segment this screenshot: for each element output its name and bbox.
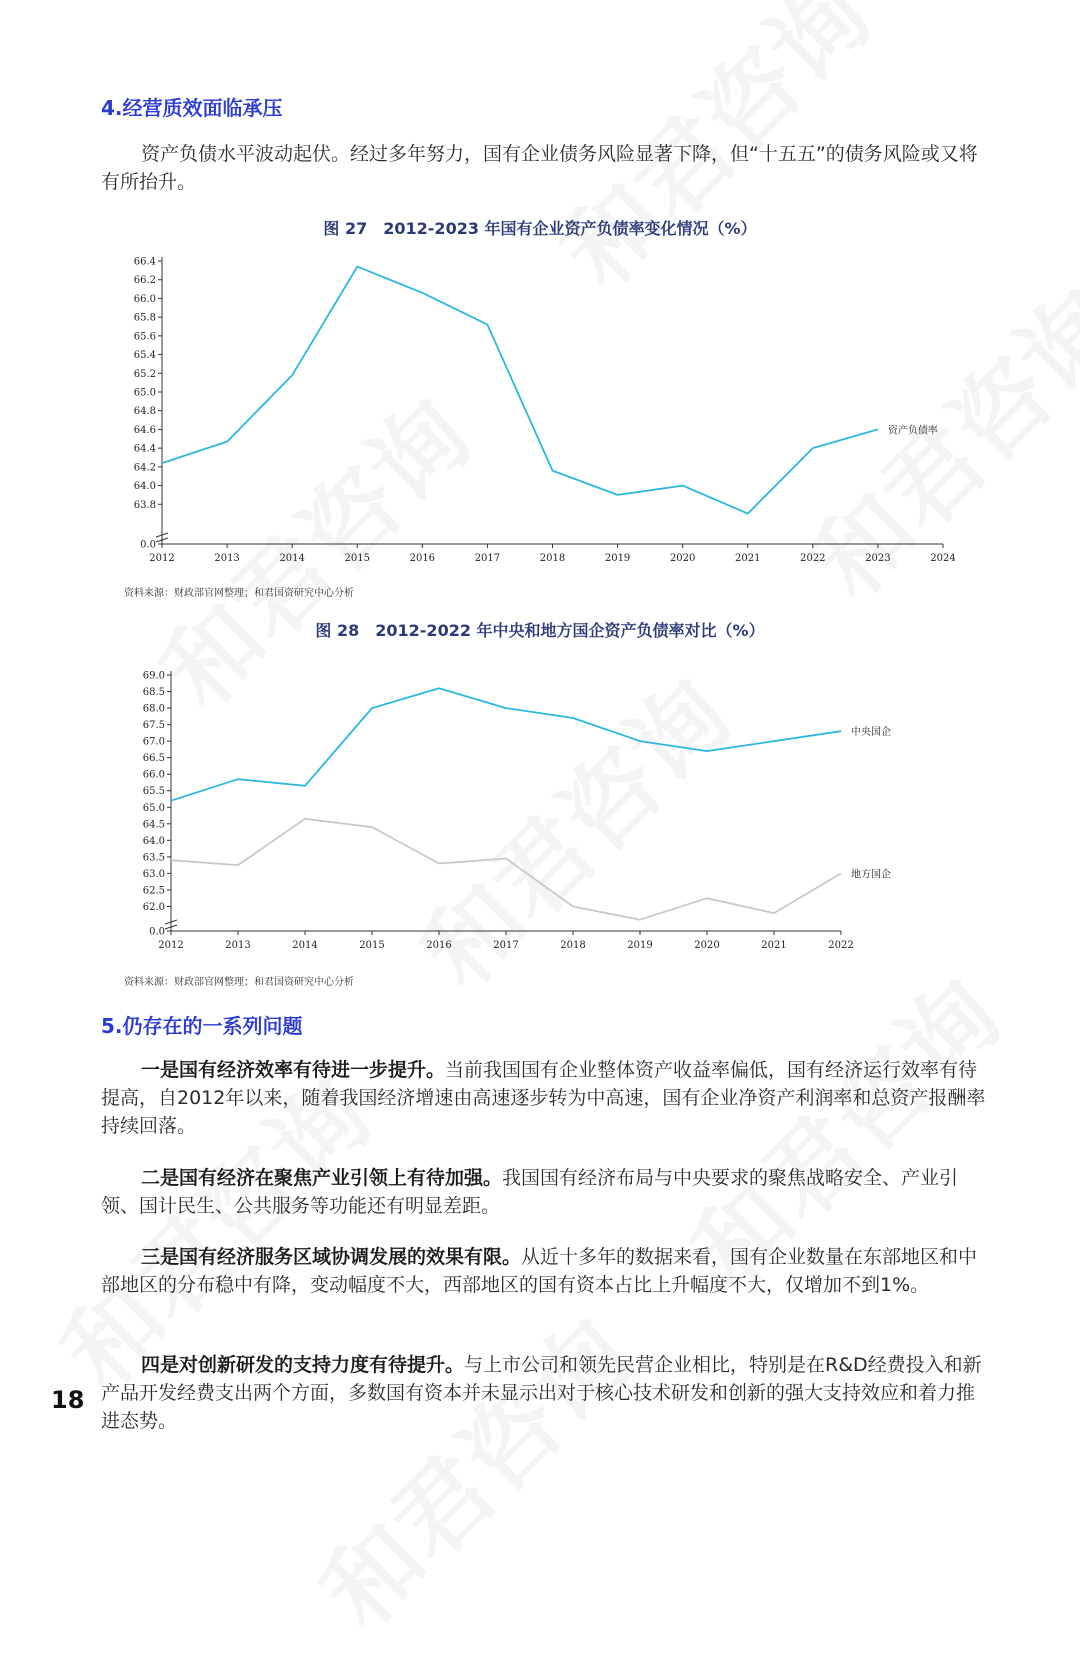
issue-paragraph bbox=[101, 1351, 993, 1435]
x-tick-label: 2021 bbox=[735, 553, 760, 564]
issue-text: 与上市公司和领先民营企业相比，特别是在R&D经费投入和新产品开发经费支出两个方面，多数国有资本并未显示出对于核心技术研发和创新的强大支持效应和着力推进态势。 bbox=[101, 1354, 982, 1432]
figure-title: 图 27 2012-2023 年国有企业资产负债率变化情况（%） bbox=[0, 216, 1080, 239]
x-tick-label: 2022 bbox=[828, 940, 853, 951]
y-tick-label: 65.8 bbox=[134, 313, 156, 324]
issue-text: 我国国有经济布局与中央要求的聚焦战略安全、产业引领、国计民生、公共服务等功能还有明显差距。 bbox=[101, 1167, 958, 1217]
y-tick-label: 65.5 bbox=[143, 786, 165, 797]
series-line bbox=[171, 819, 841, 920]
issue-lead: 一是国有经济效率有待进一步提升。 bbox=[141, 1059, 445, 1081]
x-tick-label: 2016 bbox=[410, 553, 435, 564]
y-tick-label: 62.0 bbox=[143, 902, 165, 913]
figure-title: 图 28 2012-2022 年中央和地方国企资产负债率对比（%） bbox=[0, 618, 1080, 641]
y-tick-label: 65.0 bbox=[143, 803, 165, 814]
y-tick-label: 0.0 bbox=[140, 540, 156, 551]
x-tick-label: 2012 bbox=[158, 940, 183, 951]
line-chart bbox=[0, 655, 1080, 965]
y-tick-label: 63.8 bbox=[134, 500, 156, 511]
x-tick-label: 2016 bbox=[426, 940, 451, 951]
y-tick-label: 63.0 bbox=[143, 869, 165, 880]
y-tick-label: 64.0 bbox=[134, 481, 156, 492]
line-chart bbox=[0, 245, 1080, 575]
y-tick-label: 64.6 bbox=[134, 425, 156, 436]
y-tick-label: 64.8 bbox=[134, 406, 156, 417]
y-tick-label: 64.5 bbox=[143, 819, 165, 830]
page-number: 18 bbox=[51, 1386, 84, 1414]
figure-source: 资料来源：财政部官网整理；和君国资研究中心分析 bbox=[124, 584, 354, 599]
series-label: 中央国企 bbox=[851, 725, 891, 738]
issue-paragraph bbox=[101, 1056, 993, 1140]
x-tick-label: 2022 bbox=[800, 553, 825, 564]
y-tick-label: 68.5 bbox=[143, 687, 165, 698]
section-heading: 4.经营质效面临承压 bbox=[101, 92, 283, 121]
y-tick-label: 0.0 bbox=[149, 927, 165, 938]
section-paragraph: 资产负债水平波动起伏。经过多年努力，国有企业债务风险显著下降，但“十五五”的债务风险或又将有所抬升。 bbox=[101, 140, 993, 196]
issue-text: 从近十多年的数据来看，国有企业数量在东部地区和中部地区的分布稳中有降，变动幅度不大，西部地区的国有资本占比上升幅度不大，仅增加不到1%。 bbox=[101, 1246, 977, 1296]
y-tick-label: 66.2 bbox=[134, 275, 156, 286]
watermark bbox=[288, 1284, 656, 1652]
x-tick-label: 2023 bbox=[865, 553, 890, 564]
x-tick-label: 2019 bbox=[627, 940, 652, 951]
x-tick-label: 2020 bbox=[670, 553, 695, 564]
figure-source: 资料来源：财政部官网整理；和君国资研究中心分析 bbox=[124, 973, 354, 988]
y-tick-label: 67.0 bbox=[143, 737, 165, 748]
y-tick-label: 66.5 bbox=[143, 753, 165, 764]
y-tick-label: 63.5 bbox=[143, 852, 165, 863]
y-tick-label: 64.2 bbox=[134, 462, 156, 473]
y-tick-label: 66.0 bbox=[143, 770, 165, 781]
x-tick-label: 2018 bbox=[540, 553, 565, 564]
y-tick-label: 65.4 bbox=[134, 350, 156, 361]
x-tick-label: 2013 bbox=[214, 553, 239, 564]
issue-lead: 四是对创新研发的支持力度有待提升。 bbox=[141, 1354, 464, 1376]
y-tick-label: 64.0 bbox=[143, 836, 165, 847]
x-tick-label: 2013 bbox=[225, 940, 250, 951]
issue-paragraph bbox=[101, 1164, 993, 1220]
x-tick-label: 2024 bbox=[930, 553, 955, 564]
issue-paragraph bbox=[101, 1243, 993, 1299]
section-heading: 5.仍存在的一系列问题 bbox=[101, 1010, 303, 1039]
x-tick-label: 2012 bbox=[149, 553, 174, 564]
series-label: 资产负债率 bbox=[888, 423, 938, 436]
x-tick-label: 2019 bbox=[605, 553, 630, 564]
y-tick-label: 64.4 bbox=[134, 444, 156, 455]
issue-lead: 三是国有经济服务区域协调发展的效果有限。 bbox=[141, 1246, 521, 1268]
series-line bbox=[162, 267, 878, 514]
y-tick-label: 67.5 bbox=[143, 720, 165, 731]
x-tick-label: 2018 bbox=[560, 940, 585, 951]
x-tick-label: 2021 bbox=[761, 940, 786, 951]
y-tick-label: 69.0 bbox=[143, 671, 165, 682]
x-tick-label: 2017 bbox=[493, 940, 518, 951]
y-tick-label: 66.4 bbox=[134, 257, 156, 268]
x-tick-label: 2014 bbox=[292, 940, 317, 951]
y-tick-label: 66.0 bbox=[134, 294, 156, 305]
series-label: 地方国企 bbox=[851, 867, 891, 880]
y-tick-label: 68.0 bbox=[143, 704, 165, 715]
issue-lead: 二是国有经济在聚焦产业引领上有待加强。 bbox=[141, 1167, 502, 1189]
x-tick-label: 2015 bbox=[345, 553, 370, 564]
series-line bbox=[171, 688, 841, 801]
y-tick-label: 65.2 bbox=[134, 369, 156, 380]
issue-text: 当前我国国有企业整体资产收益率偏低，国有经济运行效率有待提高，自2012年以来，随着我国经济增速由高速逐步转为中高速，国有企业净资产利润率和总资产报酬率持续回落。 bbox=[101, 1059, 985, 1137]
y-tick-label: 62.5 bbox=[143, 885, 165, 896]
x-tick-label: 2017 bbox=[475, 553, 500, 564]
y-tick-label: 65.6 bbox=[134, 331, 156, 342]
x-tick-label: 2015 bbox=[359, 940, 384, 951]
x-tick-label: 2020 bbox=[694, 940, 719, 951]
y-tick-label: 65.0 bbox=[134, 388, 156, 399]
x-tick-label: 2014 bbox=[279, 553, 304, 564]
